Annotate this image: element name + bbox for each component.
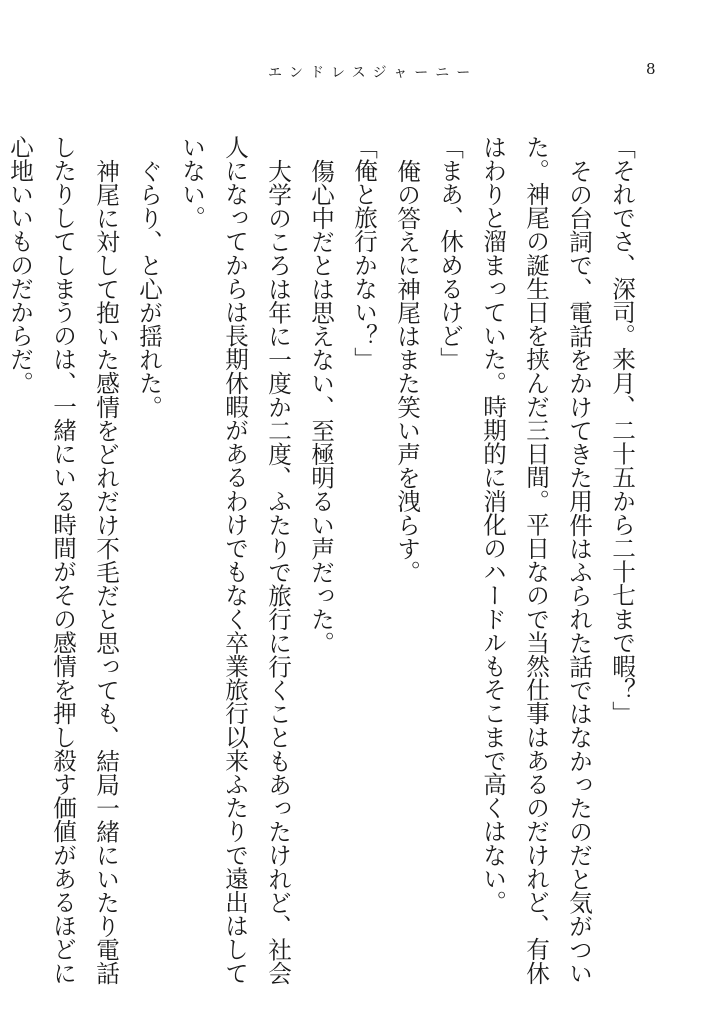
paragraph-2: その台詞で、電話をかけてきた用件はふられた話ではなかったのだと気がついた。神尾の誕生日を挟んだ三日間。平日なので当然仕事はあるのだけれど、有休はわりと溜まっていた。時期的に消化のハードルもそこまで高くはない。 xyxy=(479,135,593,985)
paragraph-8: ぐらり、と心が揺れた。 xyxy=(135,158,163,419)
paragraph-7: 大学のころは年に一度か二度、ふたりで旅行に行くこともあったけれど、社会人になってからは長期休暇があるわけでもなく卒業旅行以来ふたりで遠出はしていない。 xyxy=(178,135,292,985)
paragraph-6: 傷心中だとは思えない、至極明るい声だった。 xyxy=(307,158,335,655)
paragraph-4: 俺の答えに神尾はまた笑い声を洩らす。 xyxy=(393,158,421,584)
paragraph-3: 「まあ、休めるけど」 xyxy=(436,135,464,371)
page-number: 8 xyxy=(646,60,656,78)
body-text xyxy=(0,135,643,985)
paragraph-1: 「それでさ、深司。来月、二十五から二十七まで暇？」 xyxy=(608,135,636,725)
paragraph-5: 「俺と旅行かない？」 xyxy=(350,135,378,371)
paragraph-9: 神尾に対して抱いた感情をどれだけ不毛だと思っても、結局一緒にいたり電話したりしてしまうのは、一緒にいる時間がその感情を押し殺す価値があるほどに心地いいものだからだ。 xyxy=(6,135,120,985)
running-header: エンドレスジャーニー xyxy=(268,65,478,81)
